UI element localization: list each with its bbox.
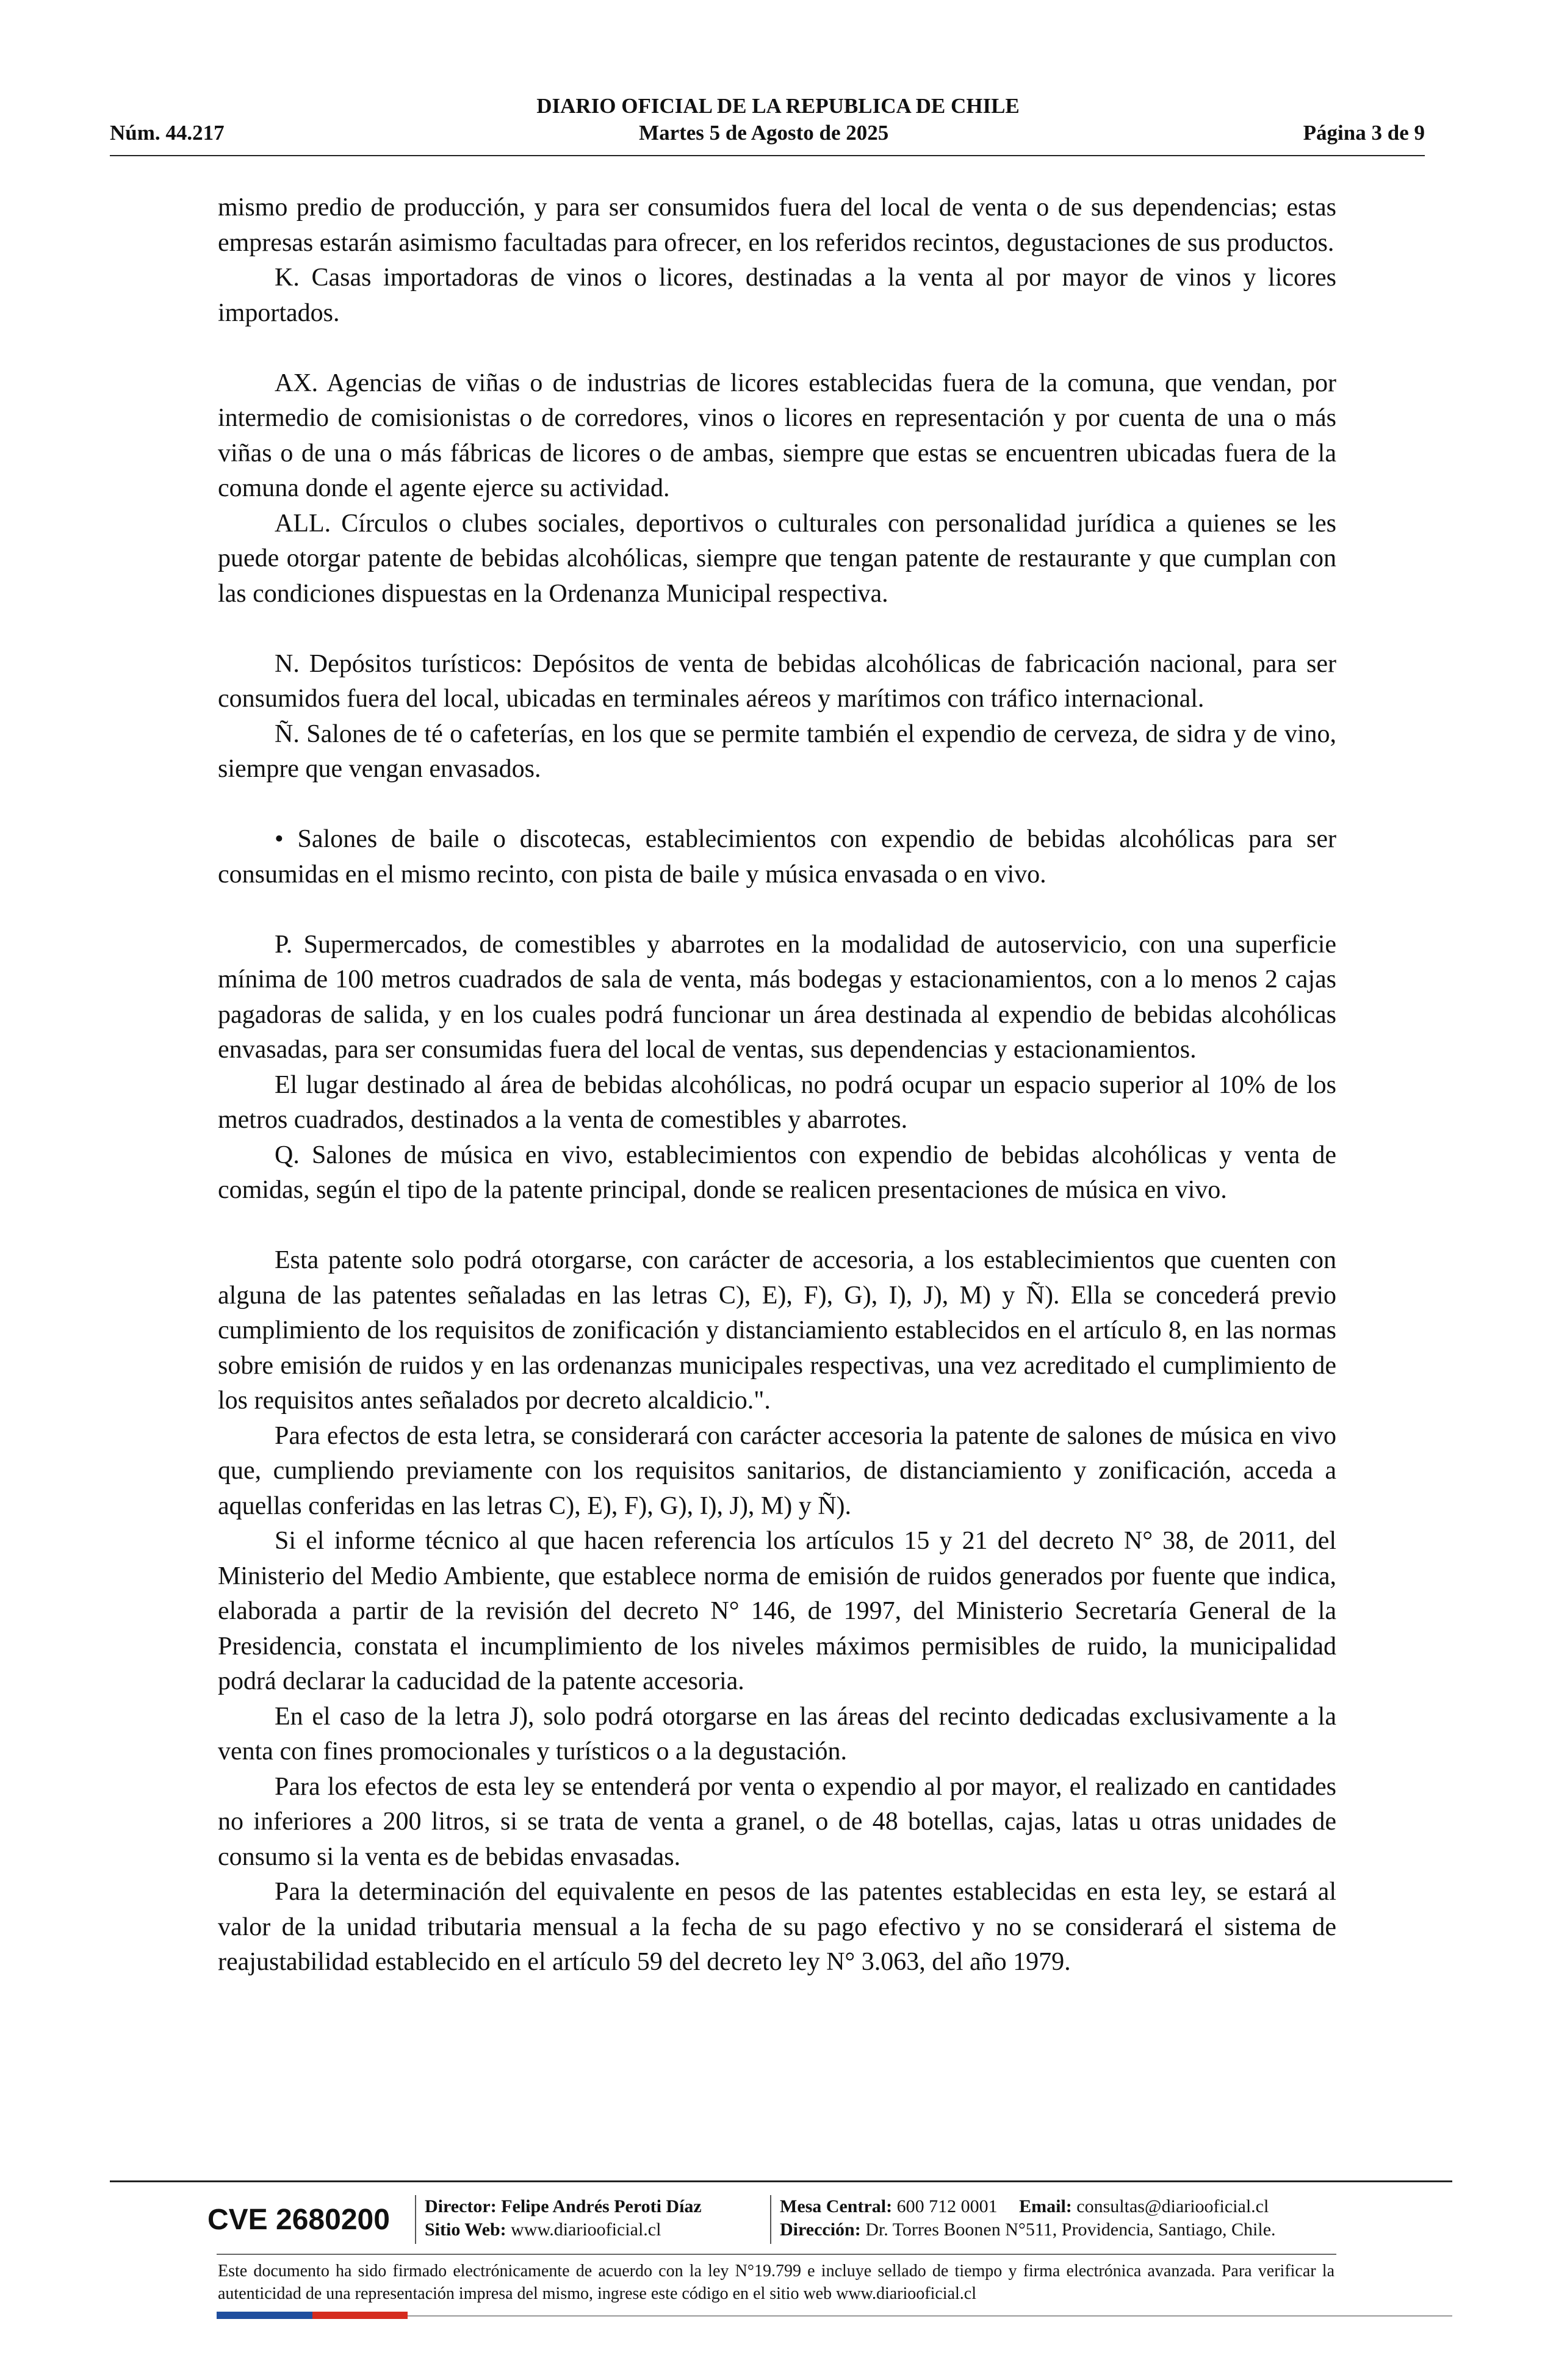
cve-code: CVE 2680200 — [207, 2203, 390, 2236]
footer-separator — [770, 2195, 771, 2244]
paragraph: K. Casas importadoras de vinos o licores, destinadas a la venta al por mayor de vinos y licores importados. — [218, 264, 1336, 327]
document-body — [218, 190, 1336, 1980]
paragraph: Para los efectos de esta ley se entenderá por venta o expendio al por mayor, el realizado en cantidades no inferiores a 200 litros, si se trata de venta a granel, o de 48 botellas, cajas, latas u otras unidades de consumo si la venta es de bebidas envasadas. — [218, 1772, 1336, 1871]
paragraph: Para efectos de esta letra, se considerará con carácter accesoria la patente de salones de música en vivo que, cumpliendo previamente con los requisitos sanitarios, de distanciamiento y zonificación, acceda a aquellas conferidas en las letras C), E), F), G), I), J), M) y Ñ). — [218, 1421, 1336, 1520]
address-text: Dr. Torres Boonen N°511, Providencia, Santiago, Chile. — [865, 2220, 1276, 2240]
footer-divider-bottom — [408, 2315, 1452, 2317]
phone-label: Mesa Central: — [780, 2196, 893, 2216]
newspaper-title: DIARIO OFICIAL DE LA REPUBLICA DE CHILE — [536, 94, 1020, 118]
paragraph: N. Depósitos turísticos: Depósitos de venta de bebidas alcohólicas de fabricación nacional, para ser consumidos fuera del local, ubicadas en terminales aéreos y marítimos con tráfico internacional. — [218, 649, 1336, 713]
issue-date: Martes 5 de Agosto de 2025 — [639, 121, 889, 145]
website-label: Sitio Web: — [425, 2220, 506, 2240]
paragraph: Q. Salones de música en vivo, establecimientos con expendio de bebidas alcohólicas y venta de comidas, según el tipo de la patente principal, donde se realicen presentaciones de música en vivo. — [218, 1141, 1336, 1204]
footer-separator — [415, 2195, 416, 2244]
paragraph: En el caso de la letra J), solo podrá otorgarse en las áreas del recinto dedicadas exclusivamente a la venta con fines promocionales y turísticos o a la degustación. — [218, 1702, 1336, 1765]
phone-number: 600 712 0001 — [896, 2196, 998, 2216]
header-row — [110, 120, 1425, 146]
paragraph: Para la determinación del equivalente en pesos de las patentes establecidas en esta ley, se estará al valor de la unidad tributaria mensual a la fecha de su pago efectivo y no se considerará el sistema de reajustabilidad establecido en el artículo 59 del decreto ley N° 3.063, del año 1979. — [218, 1878, 1336, 1976]
header-divider — [110, 155, 1425, 156]
paragraph: Esta patente solo podrá otorgarse, con carácter de accesoria, a los establecimientos que cuenten con alguna de las patentes señaladas en las letras C), E), F), G), I), J), M) y Ñ). Ella se concederá previo cumplimiento de los requisitos de zonificación y distanciamiento establecidos en el artículo 8, en las normas sobre emisión de ruidos y en las ordenanzas municipales respectivas, una vez acreditado el cumplimiento de los requisitos antes señalados por decreto alcaldicio.". — [218, 1246, 1336, 1415]
website-link[interactable]: www.diariooficial.cl — [511, 2220, 661, 2240]
signature-disclaimer: Este documento ha sido firmado electrónicamente de acuerdo con la ley N°19.799 e incluye sellado de tiempo y firma electrónica avanzada. Para verificar la autenticidad de una representación impresa del mismo, ingrese este código en el sitio web www.diariooficial.cl — [218, 2262, 1334, 2303]
paragraph: ALL. Círculos o clubes sociales, deportivos o culturales con personalidad jurídica a quienes se les puede otorgar patente de bebidas alcohólicas, siempre que tengan patente de restaurante y que cumplan con las condiciones dispuestas en la Ordenanza Municipal respectiva. — [218, 509, 1336, 608]
flag-stripe-red — [312, 2312, 408, 2319]
paragraph: Si el informe técnico al que hacen referencia los artículos 15 y 21 del decreto N° 38, de 2011, del Ministerio del Medio Ambiente, que establece norma de emisión de ruidos generados por fuente que indica, elaborada a partir de la revisión del decreto N° 146, de 1997, del Ministerio Secretaría General de la Presidencia, constata el incumplimiento de los niveles máximos permisibles de ruido, la municipalidad podrá declarar la caducidad de la patente accesoria. — [218, 1527, 1336, 1695]
email-link[interactable]: consultas@diariooficial.cl — [1076, 2196, 1269, 2216]
flag-stripe-blue — [217, 2312, 312, 2319]
paragraph: El lugar destinado al área de bebidas alcohólicas, no podrá ocupar un espacio superior al 10% de los metros cuadrados, destinados a la venta de comestibles y abarrotes. — [218, 1070, 1336, 1134]
paragraph: AX. Agencias de viñas o de industrias de licores establecidas fuera de la comuna, que vendan, por intermedio de comisionistas o de corredores, vinos o licores en representación y por cuenta de una o más viñas o de una o más fábricas de licores o de ambas, siempre que estas se encuentren ubicadas fuera de la comuna donde el agente ejerce su actividad. — [218, 369, 1336, 502]
email-label: Email: — [1019, 2196, 1072, 2216]
issue-number: Núm. 44.217 — [110, 121, 225, 145]
footer-divider-middle — [217, 2254, 1336, 2255]
paragraph: P. Supermercados, de comestibles y abarrotes en la modalidad de autoservicio, con una superficie mínima de 100 metros cuadrados de sala de venta, más bodegas y estacionamientos, con a lo menos 2 cajas pagadoras de salida, y en los cuales podrá funcionar un área destinada al expendio de bebidas alcohólicas envasadas, para ser consumidas fuera del local de ventas, sus dependencias y estacionamientos. — [218, 930, 1336, 1064]
footer-divider-top — [110, 2180, 1452, 2182]
director-name: Director: Felipe Andrés Peroti Díaz — [425, 2196, 702, 2216]
paragraph: mismo predio de producción, y para ser consumidos fuera del local de venta o de sus dependencias; estas empresas estarán asimismo facultadas para ofrecer, en los referidos recintos, degustaciones de sus productos. — [218, 193, 1336, 257]
page-number: Página 3 de 9 — [1303, 121, 1425, 145]
footer-contact-block — [780, 2195, 1276, 2241]
paragraph: • Salones de baile o discotecas, establecimientos con expendio de bebidas alcohólicas para ser consumidas en el mismo recinto, con pista de baile y música envasada o en vivo. — [218, 825, 1336, 889]
paragraph: Ñ. Salones de té o cafeterías, en los que se permite también el expendio de cerveza, de sidra y de vino, siempre que vengan envasados. — [218, 719, 1336, 783]
footer-director-block — [425, 2195, 702, 2241]
address-label: Dirección: — [780, 2220, 861, 2240]
